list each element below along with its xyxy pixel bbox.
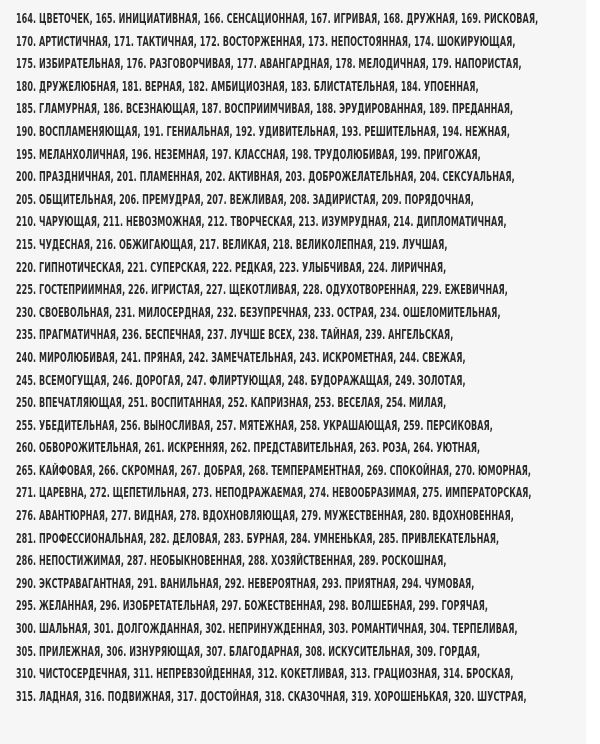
text-line: 180. ДРУЖЕЛЮБНАЯ, 181. ВЕРНАЯ, 182. АМБИЦИОЗНАЯ, 183. БЛИСТАТЕЛЬНАЯ, 184. УПОЕННАЯ, bbox=[16, 79, 479, 95]
text-line: 260. ОБВОРОЖИТЕЛЬНАЯ, 261. ИСКРЕННЯЯ, 262. ПРЕДСТАВИТЕЛЬНАЯ, 263. РОЗА, 264. УЮТНАЯ, bbox=[16, 441, 481, 457]
text-line: 265. КАЙФОВАЯ, 266. СКРОМНАЯ, 267. ДОБРАЯ, 268. ТЕМПЕРАМЕНТНАЯ, 269. СПОКОЙНАЯ, 270. ЮМОРНАЯ, bbox=[16, 463, 532, 479]
text-line: 271. ЦАРЕВНА, 272. ЩЕПЕТИЛЬНАЯ, 273. НЕПОДРАЖАЕМАЯ, 274. НЕВООБРАЗИМАЯ, 275. ИМПЕРАТОРСКАЯ, bbox=[16, 486, 532, 502]
text-line: 210. ЧАРУЮЩАЯ, 211. НЕВОЗМОЖНАЯ, 212. ТВОРЧЕСКАЯ, 213. ИЗУМРУДНАЯ, 214. ДИПЛОМАТИЧНАЯ, bbox=[16, 215, 507, 231]
text-line: 255. УБЕДИТЕЛЬНАЯ, 256. ВЫНОСЛИВАЯ, 257. МЯТЕЖНАЯ, 258. УКРАШАЮЩАЯ, 259. ПЕРСИКОВАЯ, bbox=[16, 418, 493, 434]
text-line: 175. ИЗБИРАТЕЛЬНАЯ, 176. РАЗГОВОРЧИВАЯ, 177. АВАНГАРДНАЯ, 178. МЕЛОДИЧНАЯ, 179. НАПОРИСТАЯ, bbox=[16, 57, 522, 73]
text-line: 281. ПРОФЕССИОНАЛЬНАЯ, 282. ДЕЛОВАЯ, 283. БУРНАЯ, 284. УМНЕНЬКАЯ, 285. ПРИВЛЕКАТЕЛЬНАЯ, bbox=[16, 531, 500, 547]
text-line: 170. АРТИСТИЧНАЯ, 171. ТАКТИЧНАЯ, 172. ВОСТОРЖЕННАЯ, 173. НЕПОСТОЯННАЯ, 174. ШОКИРУЮЩАЯ, bbox=[16, 34, 516, 50]
text-line: 286. НЕПОСТИЖИМАЯ, 287. НЕОБЫКНОВЕННАЯ, 288. ХОЗЯЙСТВЕННАЯ, 289. РОСКОШНАЯ, bbox=[16, 554, 447, 570]
text-lines bbox=[16, 9, 582, 709]
text-line: 240. МИРОЛЮБИВАЯ, 241. ПРЯНАЯ, 242. ЗАМЕЧАТЕЛЬНАЯ, 243. ИСКРОМЕТНАЯ, 244. СВЕЖАЯ, bbox=[16, 350, 466, 366]
text-line: 295. ЖЕЛАННАЯ, 296. ИЗОБРЕТАТЕЛЬНАЯ, 297. БОЖЕСТВЕННАЯ, 298. ВОЛШЕБНАЯ, 299. ГОРЯЧАЯ, bbox=[16, 599, 489, 615]
text-line: 195. МЕЛАНХОЛИЧНАЯ, 196. НЕЗЕМНАЯ, 197. КЛАССНАЯ, 198. ТРУДОЛЮБИВАЯ, 199. ПРИГОЖАЯ, bbox=[16, 147, 481, 163]
text-line: 225. ГОСТЕПРИИМНАЯ, 226. ИГРИСТАЯ, 227. ЩЕКОТЛИВАЯ, 228. ОДУХОТВОРЕННАЯ, 229. ЕЖЕВИЧНАЯ, bbox=[16, 283, 508, 299]
text-line: 310. ЧИСТОСЕРДЕЧНАЯ, 311. НЕПРЕВЗОЙДЕННАЯ, 312. КОКЕТЛИВАЯ, 313. ГРАЦИОЗНАЯ, 314. БРОСКАЯ, bbox=[16, 667, 514, 683]
text-line: 235. ПРАГМАТИЧНАЯ, 236. БЕСПЕЧНАЯ, 237. ЛУЧШЕ ВСЕХ, 238. ТАЙНАЯ, 239. АНГЕЛЬСКАЯ, bbox=[16, 328, 454, 344]
text-line: 245. ВСЕМОГУЩАЯ, 246. ДОРОГАЯ, 247. ФЛИРТУЮЩАЯ, 248. БУДОРАЖАЩАЯ, 249. ЗОЛОТАЯ, bbox=[16, 373, 466, 389]
text-line: 300. ШАЛЬНАЯ, 301. ДОЛГОЖДАННАЯ, 302. НЕПРИНУЖДЕННАЯ, 303. РОМАНТИЧНАЯ, 304. ТЕРПЕЛИВАЯ, bbox=[16, 622, 518, 638]
text-line: 290. ЭКСТРАВАГАНТНАЯ, 291. ВАНИЛЬНАЯ, 292. НЕВЕРОЯТНАЯ, 293. ПРИЯТНАЯ, 294. ЧУМОВАЯ, bbox=[16, 576, 475, 592]
text-line: 305. ПРИЛЕЖНАЯ, 306. ИЗНУРЯЮЩАЯ, 307. БЛАГОДАРНАЯ, 308. ИСКУСИТЕЛЬНАЯ, 309. ГОРДАЯ, bbox=[16, 644, 481, 660]
text-line: 215. ЧУДЕСНАЯ, 216. ОБЖИГАЮЩАЯ, 217. ВЕЛИКАЯ, 218. ВЕЛИКОЛЕПНАЯ, 219. ЛУЧШАЯ, bbox=[16, 237, 448, 253]
text-line: 220. ГИПНОТИЧЕСКАЯ, 221. СУПЕРСКАЯ, 222. РЕДКАЯ, 223. УЛЫБЧИВАЯ, 224. ЛИРИЧНАЯ, bbox=[16, 260, 447, 276]
text-line: 230. СВОЕВОЛЬНАЯ, 231. МИЛОСЕРДНАЯ, 232. БЕЗУПРЕЧНАЯ, 233. ОСТРАЯ, 234. ОШЕЛОМИТЕЛЬНАЯ, bbox=[16, 305, 501, 321]
text-line: 185. ГЛАМУРНАЯ, 186. ВСЕЗНАЮЩАЯ, 187. ВОСПРИИМЧИВАЯ, 188. ЭРУДИРОВАННАЯ, 189. ПРЕДАННАЯ, bbox=[16, 102, 514, 118]
text-line: 200. ПРАЗДНИЧНАЯ, 201. ПЛАМЕННАЯ, 202. АКТИВНАЯ, 203. ДОБРОЖЕЛАТЕЛЬНАЯ, 204. СЕКСУАЛЬНАЯ, bbox=[16, 170, 515, 186]
text-line: 164. ЦВЕТОЧЕК, 165. ИНИЦИАТИВНАЯ, 166. СЕНСАЦИОННАЯ, 167. ИГРИВАЯ, 168. ДРУЖНАЯ, 169. РИСКОВАЯ, bbox=[16, 12, 539, 27]
text-line: 190. ВОСПЛАМЕНЯЮЩАЯ, 191. ГЕНИАЛЬНАЯ, 192. УДИВИТЕЛЬНАЯ, 193. РЕШИТЕЛЬНАЯ, 194. НЕЖНАЯ, bbox=[16, 124, 510, 140]
text-line: 250. ВПЕЧАТЛЯЮЩАЯ, 251. ВОСПИТАННАЯ, 252. КАПРИЗНАЯ, 253. ВЕСЕЛАЯ, 254. МИЛАЯ, bbox=[16, 396, 447, 412]
text-line: 276. АВАНТЮРНАЯ, 277. ВИДНАЯ, 278. ВДОХНОВЛЯЮЩАЯ, 279. МУЖЕСТВЕННАЯ, 280. ВДОХНОВЕННАЯ, bbox=[16, 509, 514, 525]
right-margin bbox=[586, 0, 600, 744]
text-line: 315. ЛАДНАЯ, 316. ПОДВИЖНАЯ, 317. ДОСТОЙНАЯ, 318. СКАЗОЧНАЯ, 319. ХОРОШЕНЬКАЯ, 320. ШУСТРАЯ, bbox=[16, 689, 527, 705]
text-line: 205. ОБЩИТЕЛЬНАЯ, 206. ПРЕМУДРАЯ, 207. ВЕЖЛИВАЯ, 208. ЗАДИРИСТАЯ, 209. ПОРЯДОЧНАЯ, bbox=[16, 192, 474, 208]
